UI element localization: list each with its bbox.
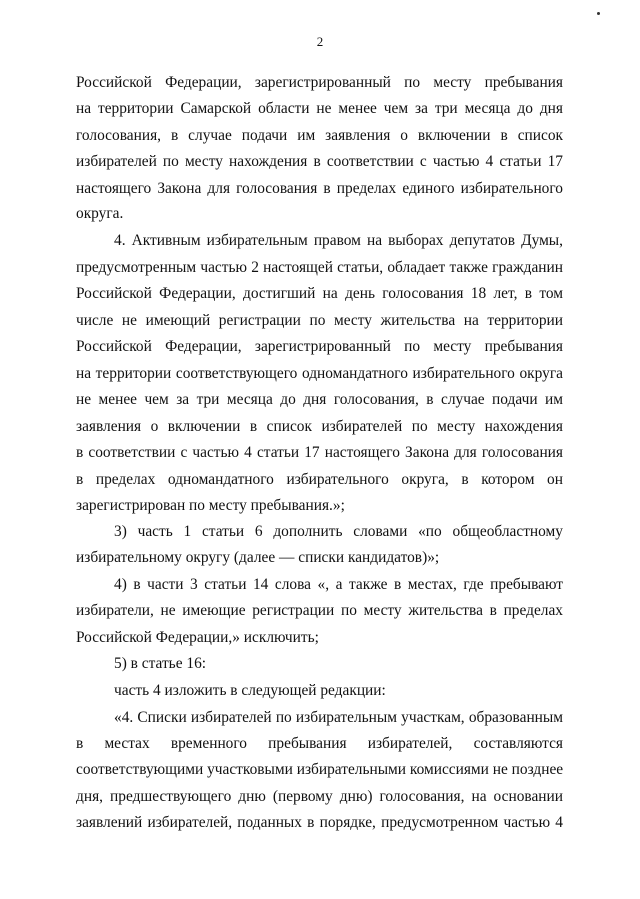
text-line: избирателей по месту нахождения в соответствии с частью 4 статьи 17	[76, 153, 563, 170]
text-line: заявлений избирателей, поданных в порядке, предусмотренном частью 4	[76, 814, 563, 831]
text-line: Российской Федерации, зарегистрированный по месту пребывания	[76, 74, 563, 91]
text-line: в пределах одномандатного избирательного округа, в котором он	[76, 471, 563, 488]
text-line: 5) в статье 16:	[114, 655, 207, 672]
text-line: голосования, в случае подачи им заявления о включении в список	[76, 127, 563, 144]
text-line: дня, предшествующего дню (первому дню) голосования, на основании	[76, 788, 563, 805]
text-line: избирательному округу (далее — списки кандидатов)»;	[76, 549, 440, 566]
text-line: не менее чем за три месяца до дня голосования, в случае подачи им	[76, 391, 563, 408]
text-line: зарегистрирован по месту пребывания.»;	[76, 497, 345, 514]
text-line: 3) часть 1 статьи 6 дополнить словами «по общеобластному	[114, 523, 563, 540]
text-line: Российской Федерации, достигший на день голосования 18 лет, в том	[76, 285, 563, 302]
text-line: соответствующими участковыми избирательными комиссиями не позднее	[76, 761, 564, 778]
text-line: в соответствии с частью 4 статьи 17 настоящего Закона для голосования	[76, 444, 563, 461]
page-number: 2	[316, 34, 324, 49]
text-line: на территории Самарской области не менее чем за три месяца до дня	[76, 100, 563, 117]
text-line: числе не имеющий регистрации по месту жительства на территории	[76, 312, 563, 329]
text-line: 4) в части 3 статьи 14 слова «, а также в местах, где пребывают	[114, 576, 563, 593]
text-line: Российской Федерации,» исключить;	[76, 629, 319, 646]
text-line: избиратели, не имеющие регистрации по месту жительства в пределах	[76, 602, 563, 619]
text-line: Российской Федерации, зарегистрированный по месту пребывания	[76, 338, 563, 355]
text-line: 4. Активным избирательным правом на выборах депутатов Думы,	[114, 232, 563, 249]
text-line: округа.	[76, 205, 124, 222]
text-line: «4. Списки избирателей по избирательным участкам, образованным	[114, 709, 563, 726]
text-line: настоящего Закона для голосования в пределах единого избирательного	[76, 180, 563, 197]
text-line: предусмотренным частью 2 настоящей статьи, обладает также гражданин	[76, 259, 563, 276]
text-line: на территории соответствующего одномандатного избирательного округа	[76, 365, 563, 382]
text-line: заявления о включении в список избирателей по месту нахождения	[76, 418, 563, 435]
text-line: часть 4 изложить в следующей редакции:	[114, 682, 386, 699]
text-line: в местах временного пребывания избирателей, составляются	[76, 735, 563, 752]
scan-speck	[597, 12, 600, 15]
